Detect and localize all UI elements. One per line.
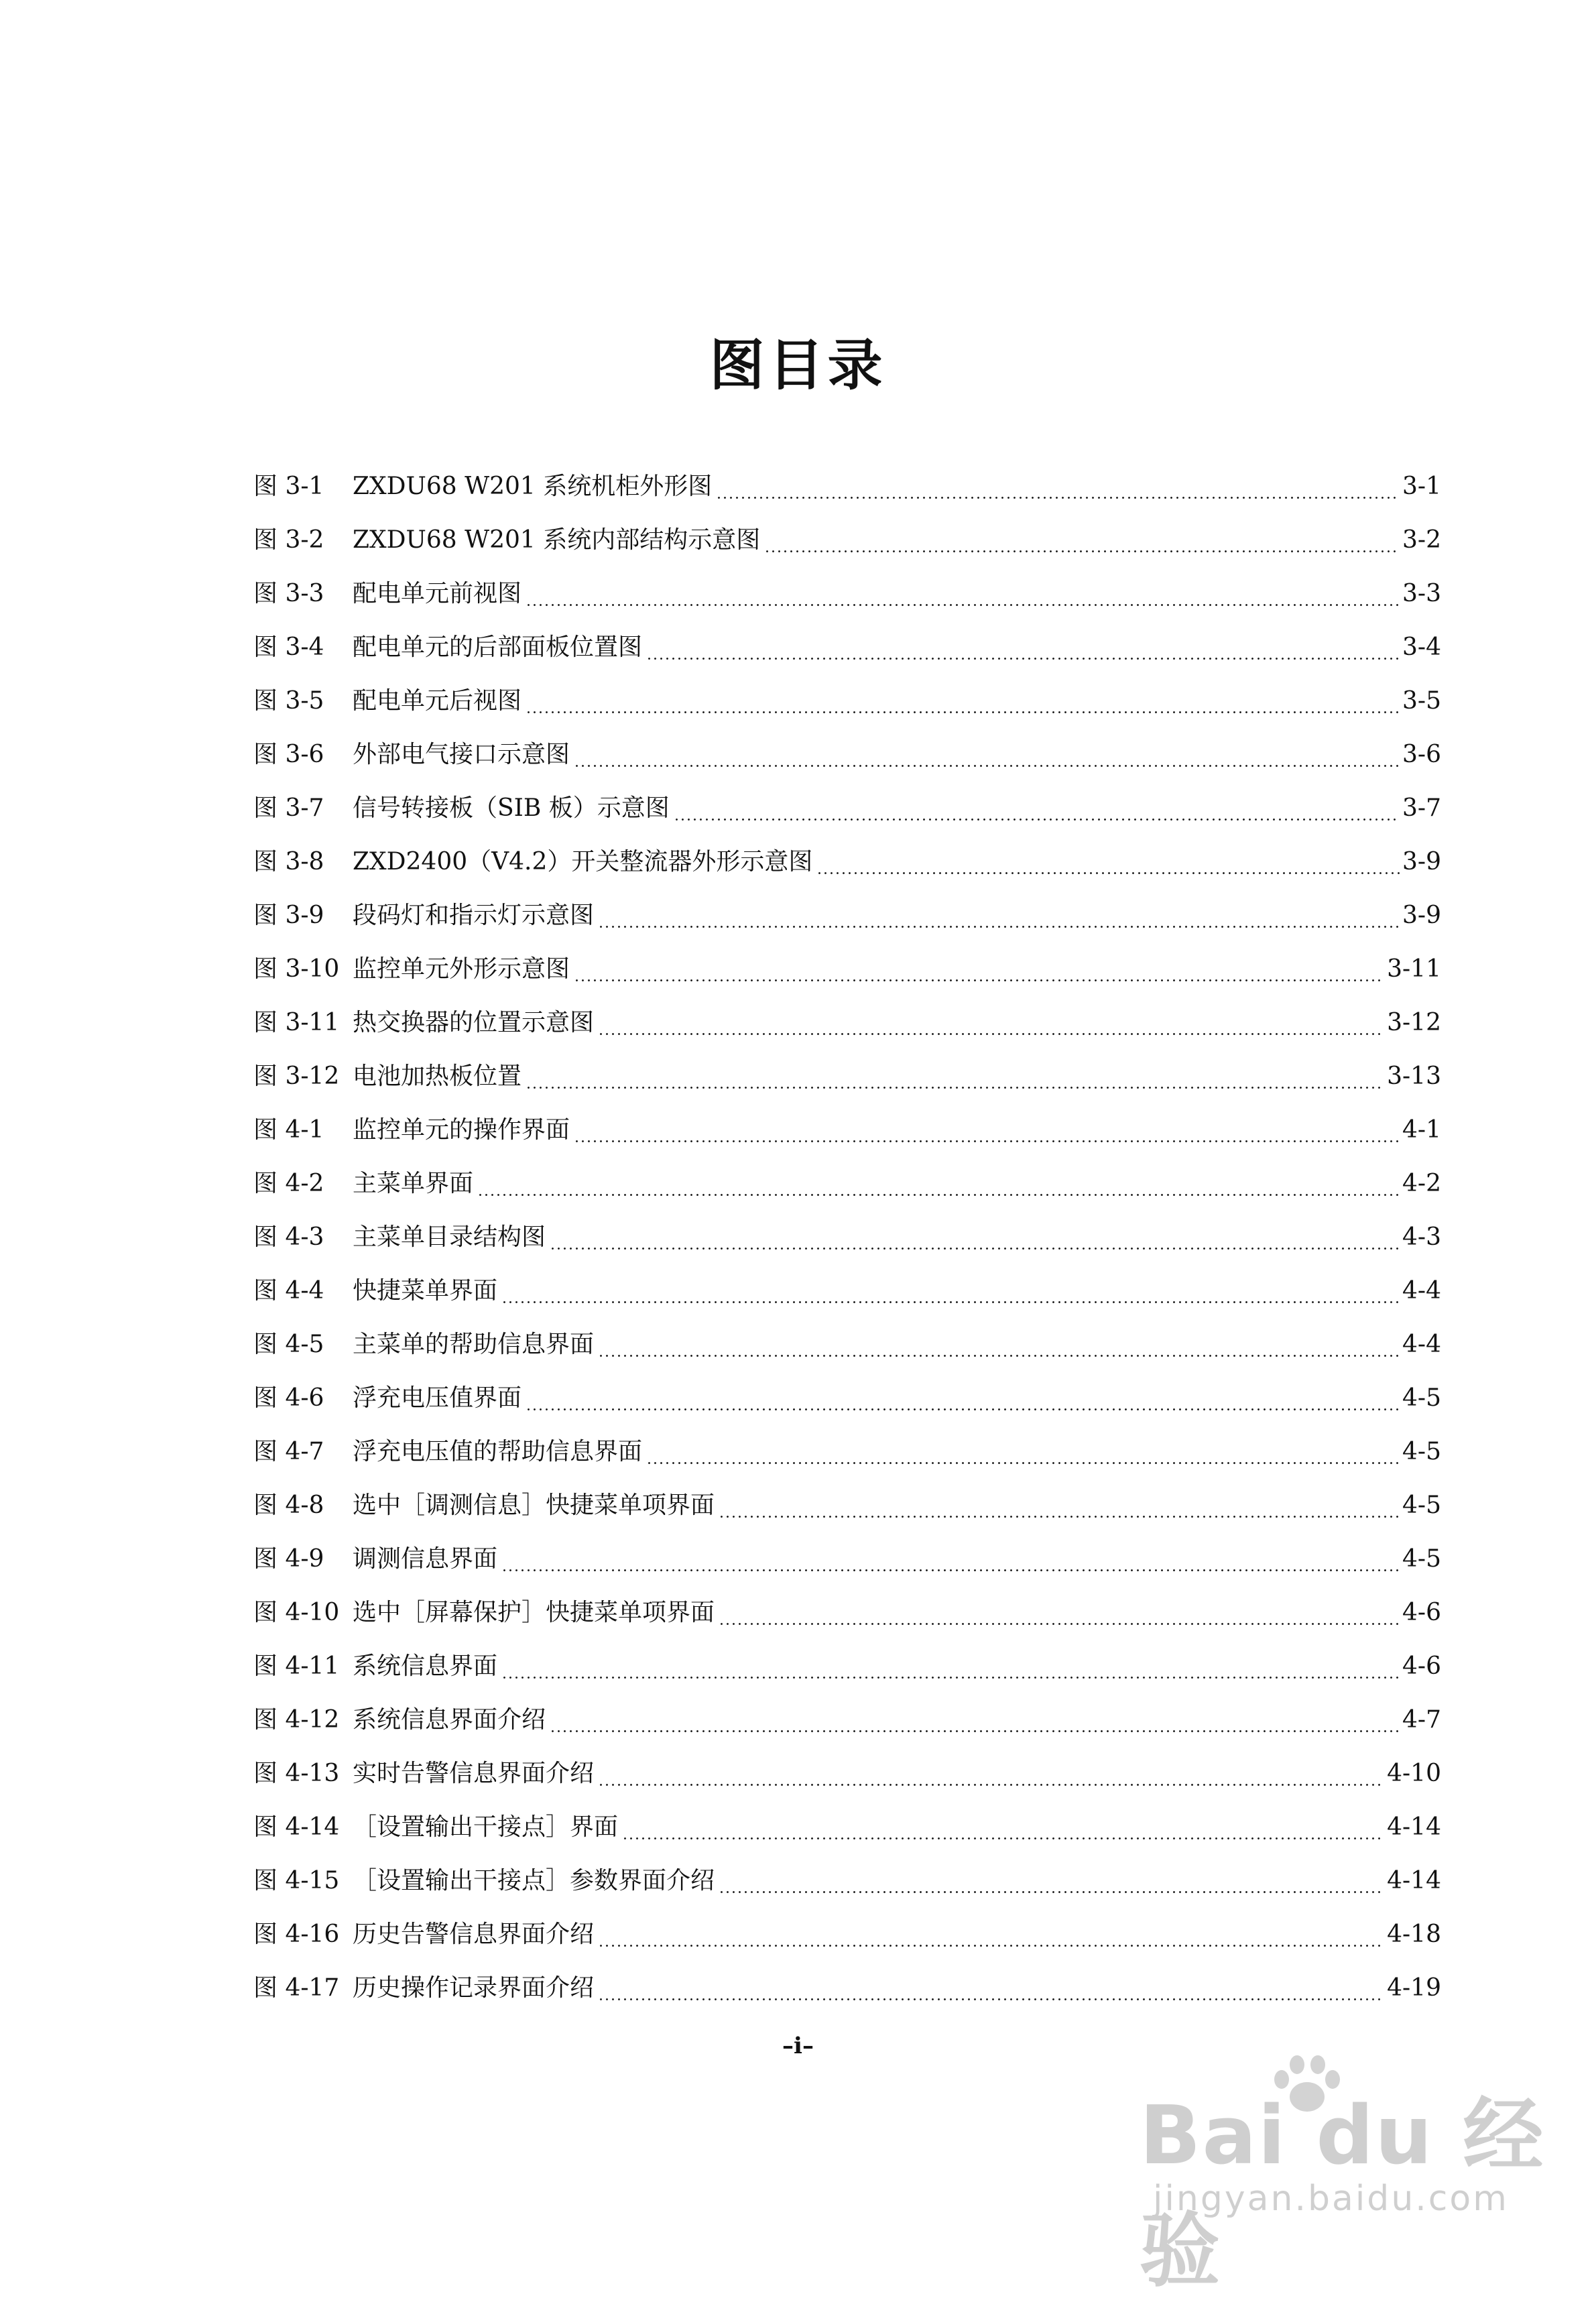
- figure-number: 图 3-7: [253, 794, 324, 822]
- dot-leader: [646, 1462, 1400, 1464]
- page-ref: 4-5: [1402, 1545, 1441, 1573]
- figure-number: 图 4-8: [253, 1492, 324, 1519]
- dot-leader: [501, 1301, 1400, 1303]
- dot-leader: [574, 979, 1384, 981]
- toc-entry[interactable]: [253, 1103, 1441, 1157]
- toc-entry[interactable]: [253, 567, 1441, 621]
- figure-caption: ［设置输出干接点］界面: [353, 1813, 619, 1841]
- figure-caption: 历史告警信息界面介绍: [353, 1921, 595, 1948]
- page-ref: 4-14: [1387, 1813, 1441, 1841]
- figure-caption: 快捷菜单界面: [353, 1277, 498, 1305]
- toc-entry[interactable]: [253, 1801, 1441, 1854]
- page-ref: 3-12: [1387, 1009, 1441, 1036]
- page-ref: 3-6: [1402, 741, 1441, 768]
- figure-number: 图 3-1: [253, 473, 324, 500]
- figure-number: 图 4-17: [253, 1974, 340, 2002]
- figure-caption: 主菜单的帮助信息界面: [353, 1331, 595, 1358]
- dot-leader: [501, 1677, 1400, 1679]
- toc-entry[interactable]: [253, 943, 1441, 996]
- page-ref: 4-4: [1402, 1277, 1441, 1305]
- dot-leader: [574, 765, 1400, 767]
- toc-entry[interactable]: [253, 1640, 1441, 1693]
- figure-number: 图 3-10: [253, 955, 340, 983]
- figure-caption: 浮充电压值界面: [353, 1384, 522, 1412]
- figure-caption: 实时告警信息界面介绍: [353, 1760, 595, 1787]
- page-ref: 4-5: [1402, 1384, 1441, 1412]
- toc-entry[interactable]: [253, 1050, 1441, 1103]
- page-ref: 4-18: [1387, 1921, 1441, 1948]
- figure-caption: 选中［调测信息］快捷菜单项界面: [353, 1492, 715, 1519]
- page-ref: 4-2: [1402, 1170, 1441, 1197]
- figure-number: 图 4-13: [253, 1760, 340, 1787]
- figure-number: 图 4-10: [253, 1599, 340, 1626]
- toc-entry[interactable]: [253, 889, 1441, 943]
- page-ref: 4-6: [1402, 1599, 1441, 1626]
- figure-caption: 监控单元的操作界面: [353, 1116, 570, 1144]
- dot-leader: [719, 1623, 1400, 1625]
- figure-caption: 历史操作记录界面介绍: [353, 1974, 595, 2002]
- figure-caption: 热交换器的位置示意图: [353, 1009, 595, 1036]
- figure-caption: 配电单元后视图: [353, 687, 522, 715]
- dot-leader: [550, 1730, 1400, 1732]
- figure-number: 图 4-3: [253, 1223, 324, 1251]
- dot-leader: [501, 1569, 1400, 1571]
- dot-leader: [816, 872, 1400, 874]
- dot-leader: [622, 1837, 1384, 1839]
- figure-number: 图 3-9: [253, 902, 324, 929]
- figure-number: 图 3-3: [253, 580, 324, 607]
- toc-entry[interactable]: [253, 1693, 1441, 1747]
- page-ref: 4-4: [1402, 1331, 1441, 1358]
- page-ref: 3-7: [1402, 794, 1441, 822]
- figure-number: 图 3-11: [253, 1009, 340, 1036]
- page-ref: 4-19: [1387, 1974, 1441, 2002]
- figure-number: 图 4-1: [253, 1116, 324, 1144]
- dot-leader: [598, 1355, 1400, 1357]
- figure-caption: 选中［屏幕保护］快捷菜单项界面: [353, 1599, 715, 1626]
- dot-leader: [646, 658, 1400, 660]
- dot-leader: [598, 1784, 1384, 1786]
- dot-leader: [764, 550, 1400, 552]
- toc-entry[interactable]: [253, 460, 1441, 513]
- figure-caption: 配电单元的后部面板位置图: [353, 633, 643, 661]
- page-ref: 4-14: [1387, 1867, 1441, 1894]
- figure-caption: 外部电气接口示意图: [353, 741, 570, 768]
- page-ref: 4-7: [1402, 1706, 1441, 1734]
- toc-entry[interactable]: [253, 782, 1441, 835]
- page-ref: 3-1: [1402, 473, 1441, 500]
- toc-entry[interactable]: [253, 1479, 1441, 1532]
- figure-caption: 系统信息界面: [353, 1652, 498, 1680]
- toc-entry[interactable]: [253, 1372, 1441, 1425]
- dot-leader: [526, 1408, 1400, 1410]
- toc-entry[interactable]: [253, 1264, 1441, 1318]
- dot-leader: [526, 604, 1400, 606]
- figure-number: 图 4-14: [253, 1813, 340, 1841]
- figure-number: 图 3-6: [253, 741, 324, 768]
- dot-leader: [550, 1248, 1400, 1250]
- dot-leader: [526, 1087, 1384, 1089]
- toc-entry[interactable]: [253, 1532, 1441, 1586]
- page-ref: 3-5: [1402, 687, 1441, 715]
- figure-list: [253, 460, 1441, 2015]
- page-ref: 4-1: [1402, 1116, 1441, 1144]
- dot-leader: [598, 1033, 1384, 1035]
- figure-caption: 系统信息界面介绍: [353, 1706, 546, 1734]
- watermark-logo: Bai du 经验: [1140, 2089, 1545, 2298]
- page-ref: 3-4: [1402, 633, 1441, 661]
- figure-caption: ZXD2400（V4.2）开关整流器外形示意图: [353, 848, 813, 875]
- page-number: –i–: [782, 2033, 814, 2059]
- figure-number: 图 4-12: [253, 1706, 340, 1734]
- figure-number: 图 4-4: [253, 1277, 324, 1305]
- page-ref: 3-3: [1402, 580, 1441, 607]
- page-ref: 3-9: [1402, 902, 1441, 929]
- toc-entry[interactable]: [253, 728, 1441, 782]
- figure-number: 图 4-16: [253, 1921, 340, 1948]
- dot-leader: [719, 1516, 1400, 1518]
- dot-leader: [598, 1945, 1384, 1947]
- dot-leader: [574, 1140, 1400, 1142]
- page-ref: 4-6: [1402, 1652, 1441, 1680]
- toc-entry[interactable]: [253, 1211, 1441, 1264]
- dot-leader: [719, 1891, 1384, 1893]
- figure-caption: 信号转接板（SIB 板）示意图: [353, 794, 670, 822]
- toc-entry[interactable]: [253, 1908, 1441, 1961]
- page-ref: 4-5: [1402, 1492, 1441, 1519]
- toc-entry[interactable]: [253, 1425, 1441, 1479]
- watermark: [1126, 2045, 1569, 2298]
- dot-leader: [716, 497, 1400, 499]
- figure-caption: 监控单元外形示意图: [353, 955, 570, 983]
- toc-entry[interactable]: [253, 1318, 1441, 1372]
- toc-entry[interactable]: [253, 513, 1441, 567]
- toc-entry[interactable]: [253, 1961, 1441, 2015]
- toc-entry[interactable]: [253, 996, 1441, 1050]
- page-ref: 4-10: [1387, 1760, 1441, 1787]
- dot-leader: [674, 819, 1400, 821]
- figure-caption: 配电单元前视图: [353, 580, 522, 607]
- dot-leader: [598, 1998, 1384, 2000]
- toc-entry[interactable]: [253, 1586, 1441, 1640]
- toc-entry[interactable]: [253, 835, 1441, 889]
- figure-number: 图 4-11: [253, 1652, 340, 1680]
- figure-number: 图 4-9: [253, 1545, 324, 1573]
- page-ref: 3-2: [1402, 526, 1441, 554]
- figure-number: 图 4-2: [253, 1170, 324, 1197]
- figure-number: 图 3-4: [253, 633, 324, 661]
- figure-number: 图 4-6: [253, 1384, 324, 1412]
- figure-number: 图 4-5: [253, 1331, 324, 1358]
- page-title: 图目录: [709, 334, 887, 398]
- figure-number: 图 3-5: [253, 687, 324, 715]
- figure-number: 图 3-2: [253, 526, 324, 554]
- page-ref: 3-9: [1402, 848, 1441, 875]
- figure-caption: 主菜单目录结构图: [353, 1223, 546, 1251]
- watermark-url: jingyan.baidu.com: [1153, 2179, 1509, 2219]
- figure-number: 图 4-15: [253, 1867, 340, 1894]
- toc-entry[interactable]: [253, 1854, 1441, 1908]
- page-ref: 4-5: [1402, 1438, 1441, 1465]
- toc-entry[interactable]: [253, 674, 1441, 728]
- dot-leader: [598, 926, 1400, 928]
- figure-caption: ［设置输出干接点］参数界面介绍: [353, 1867, 715, 1894]
- toc-entry[interactable]: [253, 621, 1441, 674]
- figure-caption: 调测信息界面: [353, 1545, 498, 1573]
- toc-entry[interactable]: [253, 1157, 1441, 1211]
- figure-number: 图 3-8: [253, 848, 324, 875]
- figure-caption: 浮充电压值的帮助信息界面: [353, 1438, 643, 1465]
- dot-leader: [477, 1194, 1400, 1196]
- figure-caption: 主菜单界面: [353, 1170, 474, 1197]
- figure-caption: 段码灯和指示灯示意图: [353, 902, 595, 929]
- page-ref: 3-11: [1387, 955, 1441, 983]
- figure-number: 图 4-7: [253, 1438, 324, 1465]
- page-ref: 3-13: [1387, 1063, 1441, 1090]
- toc-entry[interactable]: [253, 1747, 1441, 1801]
- figure-number: 图 3-12: [253, 1063, 340, 1090]
- page-ref: 4-3: [1402, 1223, 1441, 1251]
- figure-caption: ZXDU68 W201 系统机柜外形图: [353, 473, 713, 500]
- dot-leader: [526, 711, 1400, 713]
- figure-caption: 电池加热板位置: [353, 1063, 522, 1090]
- figure-caption: ZXDU68 W201 系统内部结构示意图: [353, 526, 761, 554]
